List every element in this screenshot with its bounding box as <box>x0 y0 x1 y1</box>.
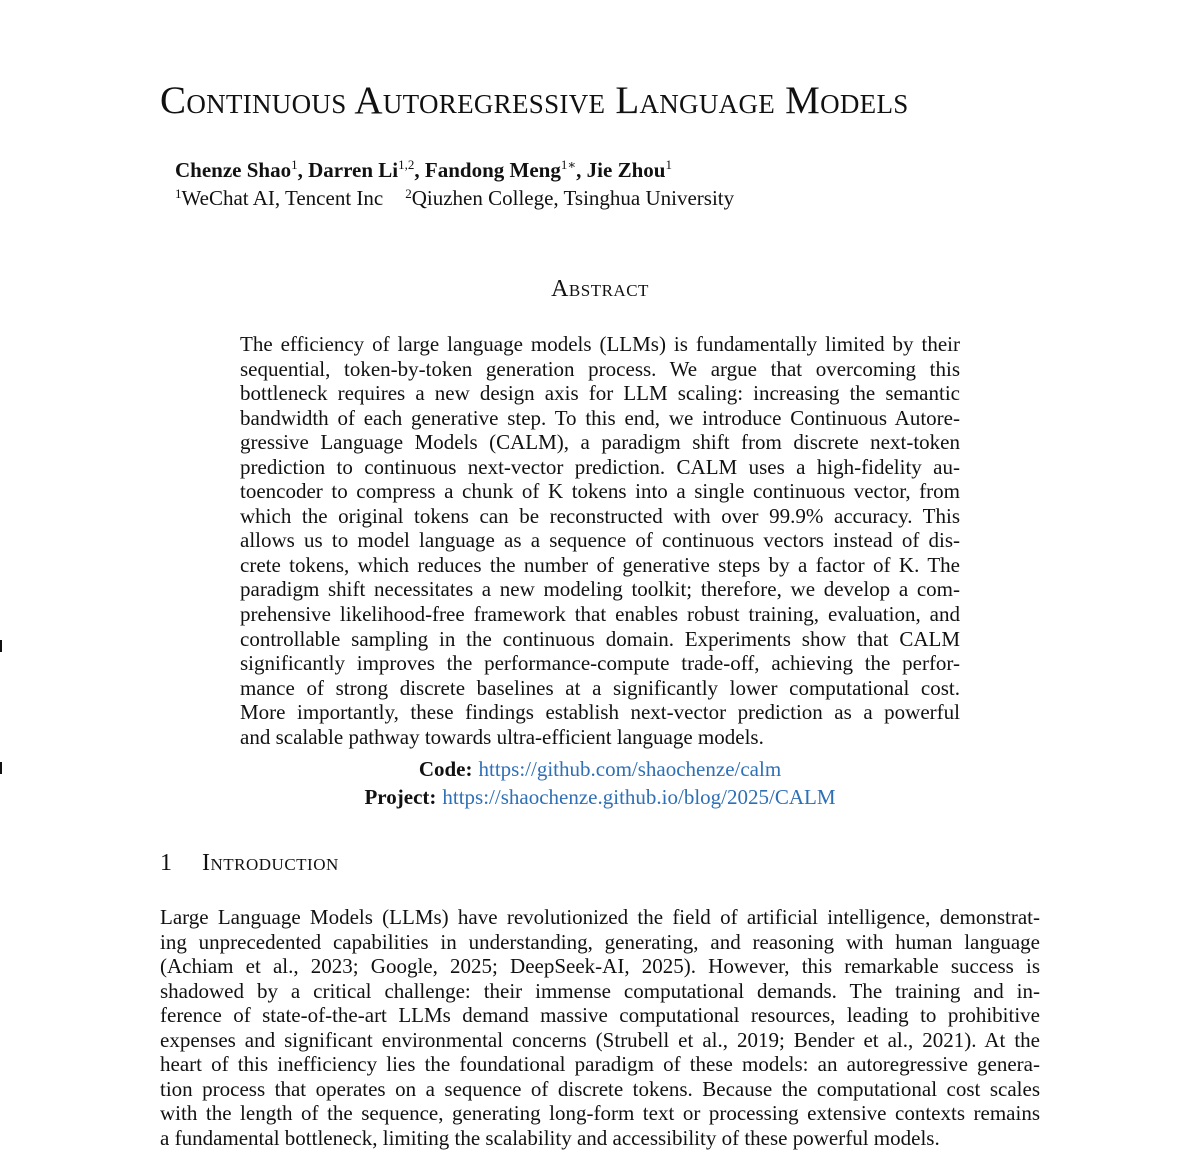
text-line: gressive Language Models (CALM), a paradigm shift from discrete next-token <box>240 430 960 455</box>
project-label: Project: <box>364 785 437 809</box>
abstract-heading: Abstract <box>551 276 649 302</box>
paper-title: Continuous Autoregressive Language Models <box>160 79 909 122</box>
author: Chenze Shao$^1$, <box>175 157 309 182</box>
code-label: Code: <box>418 757 473 781</box>
text-line: allows us to model language as a sequence of continuous vectors instead of dis- <box>240 528 960 553</box>
text-line: ing unprecedented capabilities in understanding, generating, and reasoning with human language <box>160 929 1040 954</box>
section-number: 1 <box>160 850 173 876</box>
text-line: mance of strong discrete baselines at a significantly lower computational cost. <box>240 675 960 700</box>
introduction-body <box>160 905 1040 1150</box>
text-line: a fundamental bottleneck, limiting the scalability and accessibility of these powerful models. <box>160 1125 940 1150</box>
text-line: prediction to continuous next-vector prediction. CALM uses a high-fidelity au- <box>240 454 960 479</box>
section-title: Introduction <box>202 850 339 876</box>
text-line: (Achiam et al., 2023; Google, 2025; DeepSeek-AI, 2025). However, this remarkable success is <box>160 954 1040 979</box>
text-line: and scalable pathway towards ultra-efficient language models. <box>240 724 764 749</box>
text-line: heart of this inefficiency lies the foundational paradigm of these models: an autoregressive genera- <box>160 1052 1040 1077</box>
resource-links <box>0 755 1200 811</box>
text-line: prehensive likelihood-free framework that enables robust training, evaluation, and <box>240 602 960 627</box>
text-line: sequential, token-by-token generation process. We argue that overcoming this <box>240 356 960 381</box>
text-line: The efficiency of large language models (LLMs) is fundamentally limited by their <box>240 332 960 356</box>
author: Jie Zhou$^1$ <box>586 157 672 182</box>
margin-mark <box>0 762 2 774</box>
author-list <box>175 158 672 183</box>
affiliation: $^1$WeChat AI, Tencent Inc <box>175 186 384 210</box>
code-link-row <box>0 755 1200 783</box>
text-line: crete tokens, which reduces the number of generative steps by a factor of K. The <box>240 552 960 577</box>
margin-mark <box>0 640 2 652</box>
text-line: controllable sampling in the continuous domain. Experiments show that CALM <box>240 626 960 651</box>
text-line: tion process that operates on a sequence of discrete tokens. Because the computational cost scales <box>160 1076 1040 1101</box>
text-line: significantly improves the performance-compute trade-off, achieving the perfor- <box>240 651 960 676</box>
affiliation: $^2$Qiuzhen College, Tsinghua University <box>405 186 735 210</box>
code-link[interactable]: https://github.com/shaochenze/calm <box>478 757 782 781</box>
section-heading-introduction <box>160 850 339 877</box>
text-line: which the original tokens can be reconstructed with over 99.9% accuracy. This <box>240 503 960 528</box>
text-line: More importantly, these findings establish next-vector prediction as a powerful <box>240 700 960 725</box>
project-link[interactable]: https://shaochenze.github.io/blog/2025/CALM <box>442 785 836 809</box>
author: Darren Li$^{1,2}$, <box>308 157 425 182</box>
affiliation-list <box>175 186 734 211</box>
text-line: paradigm shift necessitates a new modeling toolkit; therefore, we develop a com- <box>240 577 960 602</box>
abstract-body <box>240 332 960 749</box>
text-line: bandwidth of each generative step. To this end, we introduce Continuous Autore- <box>240 405 960 430</box>
text-line: bottleneck requires a new design axis for LLM scaling: increasing the semantic <box>240 381 960 406</box>
text-line: expenses and significant environmental concerns (Strubell et al., 2019; Bender et al., 2021). At the <box>160 1027 1040 1052</box>
text-line: toencoder to compress a chunk of K tokens into a single continuous vector, from <box>240 479 960 504</box>
text-line: with the length of the sequence, generating long-form text or processing extensive contexts remains <box>160 1101 1040 1126</box>
text-line: ference of state-of-the-art LLMs demand massive computational resources, leading to prohibitive <box>160 1003 1040 1028</box>
text-line: shadowed by a critical challenge: their immense computational demands. The training and in- <box>160 978 1040 1003</box>
text-line: Large Language Models (LLMs) have revolutionized the field of artificial intelligence, demonstrat- <box>160 905 1040 929</box>
author: Fandong Meng$^{1∗}$, <box>424 157 587 182</box>
project-link-row <box>0 783 1200 811</box>
